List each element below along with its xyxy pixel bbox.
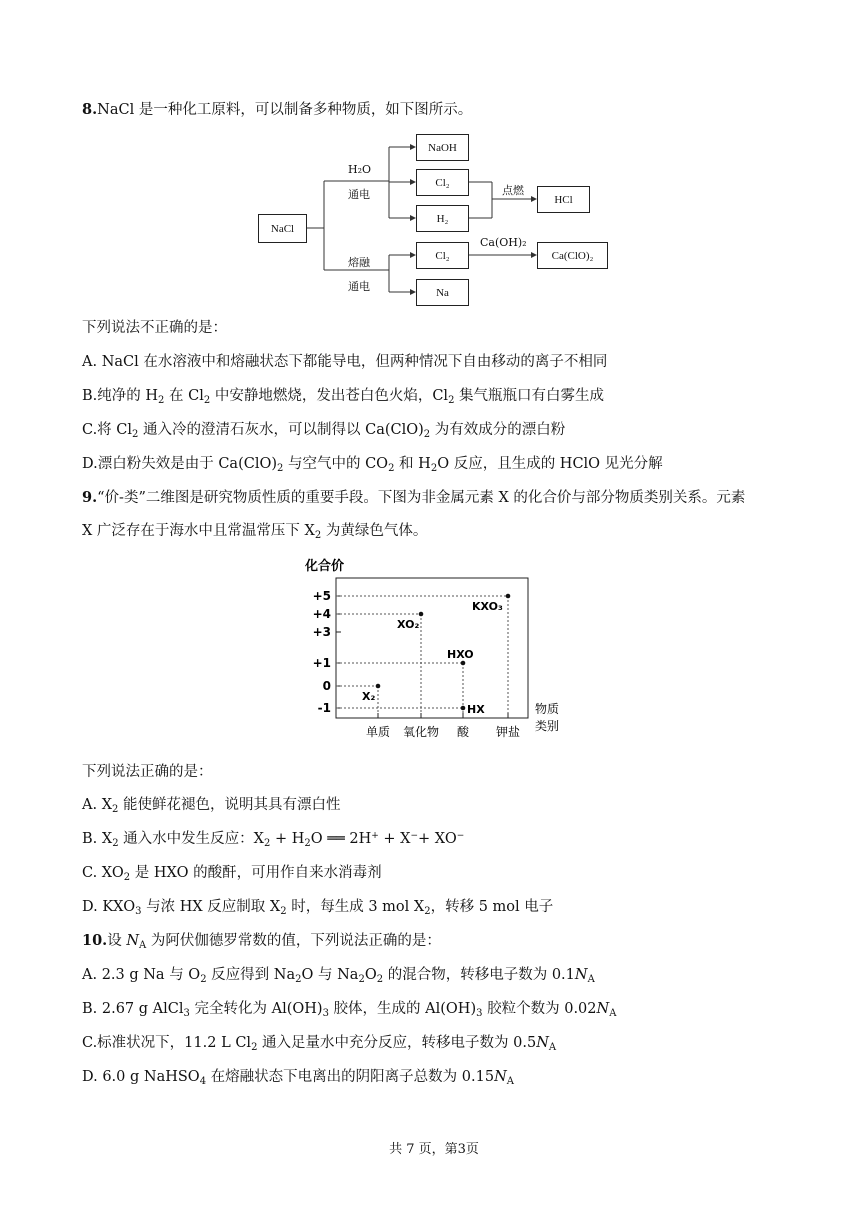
naoh-box: NaOH xyxy=(416,134,469,161)
h2-box: H₂ xyxy=(416,205,469,232)
data-point xyxy=(419,612,424,617)
y-tick-label: +5 xyxy=(312,589,331,603)
y-tick-label: -1 xyxy=(317,701,331,715)
data-point xyxy=(376,684,381,689)
q8-title-text: NaCl 是一种化工原料，可以制备多种物质，如下图所示。 xyxy=(97,102,473,118)
label-electrify-1: 通电 xyxy=(348,188,370,201)
q8-number: 8. xyxy=(82,101,98,118)
q9-option-b: B. $X_2$ 通入水中发生反应：$X_2 + H_2O$ ══ 2H+ + X−+ XO− xyxy=(82,831,465,849)
label-h2o: H₂O xyxy=(348,163,372,176)
label-caoh2: Ca(OH)₂ xyxy=(480,236,527,249)
chart-x-axis-label-1: 物质 xyxy=(535,702,560,716)
data-point-label: HX xyxy=(467,703,485,716)
y-tick-label: +4 xyxy=(312,607,331,621)
nacl-box: NaCl xyxy=(258,214,307,243)
q9-stem: 下列说法正确的是： xyxy=(82,764,213,780)
q8-option-a: A. NaCl 在水溶液中和熔融状态下都能导电，但两种情况下自由移动的离子不相同 xyxy=(82,354,608,370)
q10-number: 10. xyxy=(82,932,108,949)
na-box: Na xyxy=(416,279,469,306)
q9-number: 9. xyxy=(82,489,98,506)
q8-option-b: B.纯净的 $H_2$ 在 $Cl_2$ 中安静地燃烧，发出苍白色火焰，$Cl_2$ 集气瓶瓶口有白雾生成 xyxy=(82,388,605,406)
data-point-label: XO₂ xyxy=(397,618,420,631)
x-category-label: 单质 xyxy=(365,725,391,739)
data-point-label: X₂ xyxy=(362,690,376,703)
q9-option-d: D. $KXO_3$ 与浓 HX 反应制取 $X_2$ 时，每生成 3 mol $X_2$，转移 5 mol 电子 xyxy=(82,899,554,917)
cl2-top-box: Cl₂ xyxy=(416,169,469,196)
q8-option-d: D.漂白粉失效是由于 $Ca(ClO)_2$ 与空气中的 $CO_2$ 和 $H_2O$ 反应，且生成的 HClO 见光分解 xyxy=(82,456,663,474)
cl2-bottom-box: Cl₂ xyxy=(416,242,469,269)
hcl-box: HCl xyxy=(537,186,590,213)
q10-option-b: B. 2.67 g AlCl$_3$ 完全转化为 $Al(OH)_3$ 胶体，生成的 $Al(OH)_3$ 胶粒个数为 $0.02N_A$ xyxy=(82,1001,617,1019)
q8-option-c: C.将 $Cl_2$ 通入冷的澄清石灰水，可以制得以 $Ca(ClO)_2$ 为有效成分的漂白粉 xyxy=(82,422,566,440)
q8-stem: 下列说法不正确的是： xyxy=(82,320,227,336)
q10-option-a: A. 2.3 g Na 与 $O_2$ 反应得到 $Na_2O$ 与 $Na_2O_2$ 的混合物，转移电子数为 $0.1N_A$ xyxy=(82,967,595,985)
y-tick-label: 0 xyxy=(322,679,331,693)
x-category-label: 酸 xyxy=(456,725,470,739)
y-tick-label: +3 xyxy=(312,625,331,639)
x-category-label: 氧化物 xyxy=(402,725,440,739)
y-tick-label: +1 xyxy=(312,656,331,670)
q9-option-c: C. $XO_2$ 是 HXO 的酸酐，可用作自来水消毒剂 xyxy=(82,865,382,883)
q10-option-d: D. 6.0 g NaHSO$_4$ 在熔融状态下电离出的阴阳离子总数为 $0.15N_A$ xyxy=(82,1069,514,1087)
q9-title-line2: X 广泛存在于海水中且常温常压下 $X_2$ 为黄绿色气体。 xyxy=(82,523,428,541)
q9-title-text: “价-类”二维图是研究物质性质的重要手段。下图为非金属元素 X 的化合价与部分物质类别关系。元素 xyxy=(97,490,746,506)
q9-option-a: A. $X_2$ 能使鲜花褪色，说明其具有漂白性 xyxy=(82,797,341,815)
label-electrify-2: 通电 xyxy=(348,280,370,293)
data-point-label: KXO₃ xyxy=(472,600,503,613)
label-molten: 熔融 xyxy=(348,256,370,269)
chart-y-axis-label: 化合价 xyxy=(305,559,345,574)
data-point xyxy=(461,706,466,711)
x-category-label: 钾盐 xyxy=(495,725,521,739)
data-point xyxy=(461,661,466,666)
data-point-label: HXO xyxy=(447,648,474,661)
data-point xyxy=(506,594,511,599)
label-ignite: 点燃 xyxy=(502,184,524,197)
caclo2-box: Ca(ClO)₂ xyxy=(537,242,608,269)
chart-x-axis-label-2: 类别 xyxy=(535,719,560,733)
q10-option-c: C.标准状况下，11.2 L $Cl_2$ 通入足量水中充分反应，转移电子数为 $0.5N_A$ xyxy=(82,1035,557,1053)
page-footer: 共 7 页，第3页 xyxy=(389,1142,479,1157)
q10-title: 10.设 $N_A$ 为阿伏伽德罗常数的值，下列说法正确的是： xyxy=(82,932,441,951)
